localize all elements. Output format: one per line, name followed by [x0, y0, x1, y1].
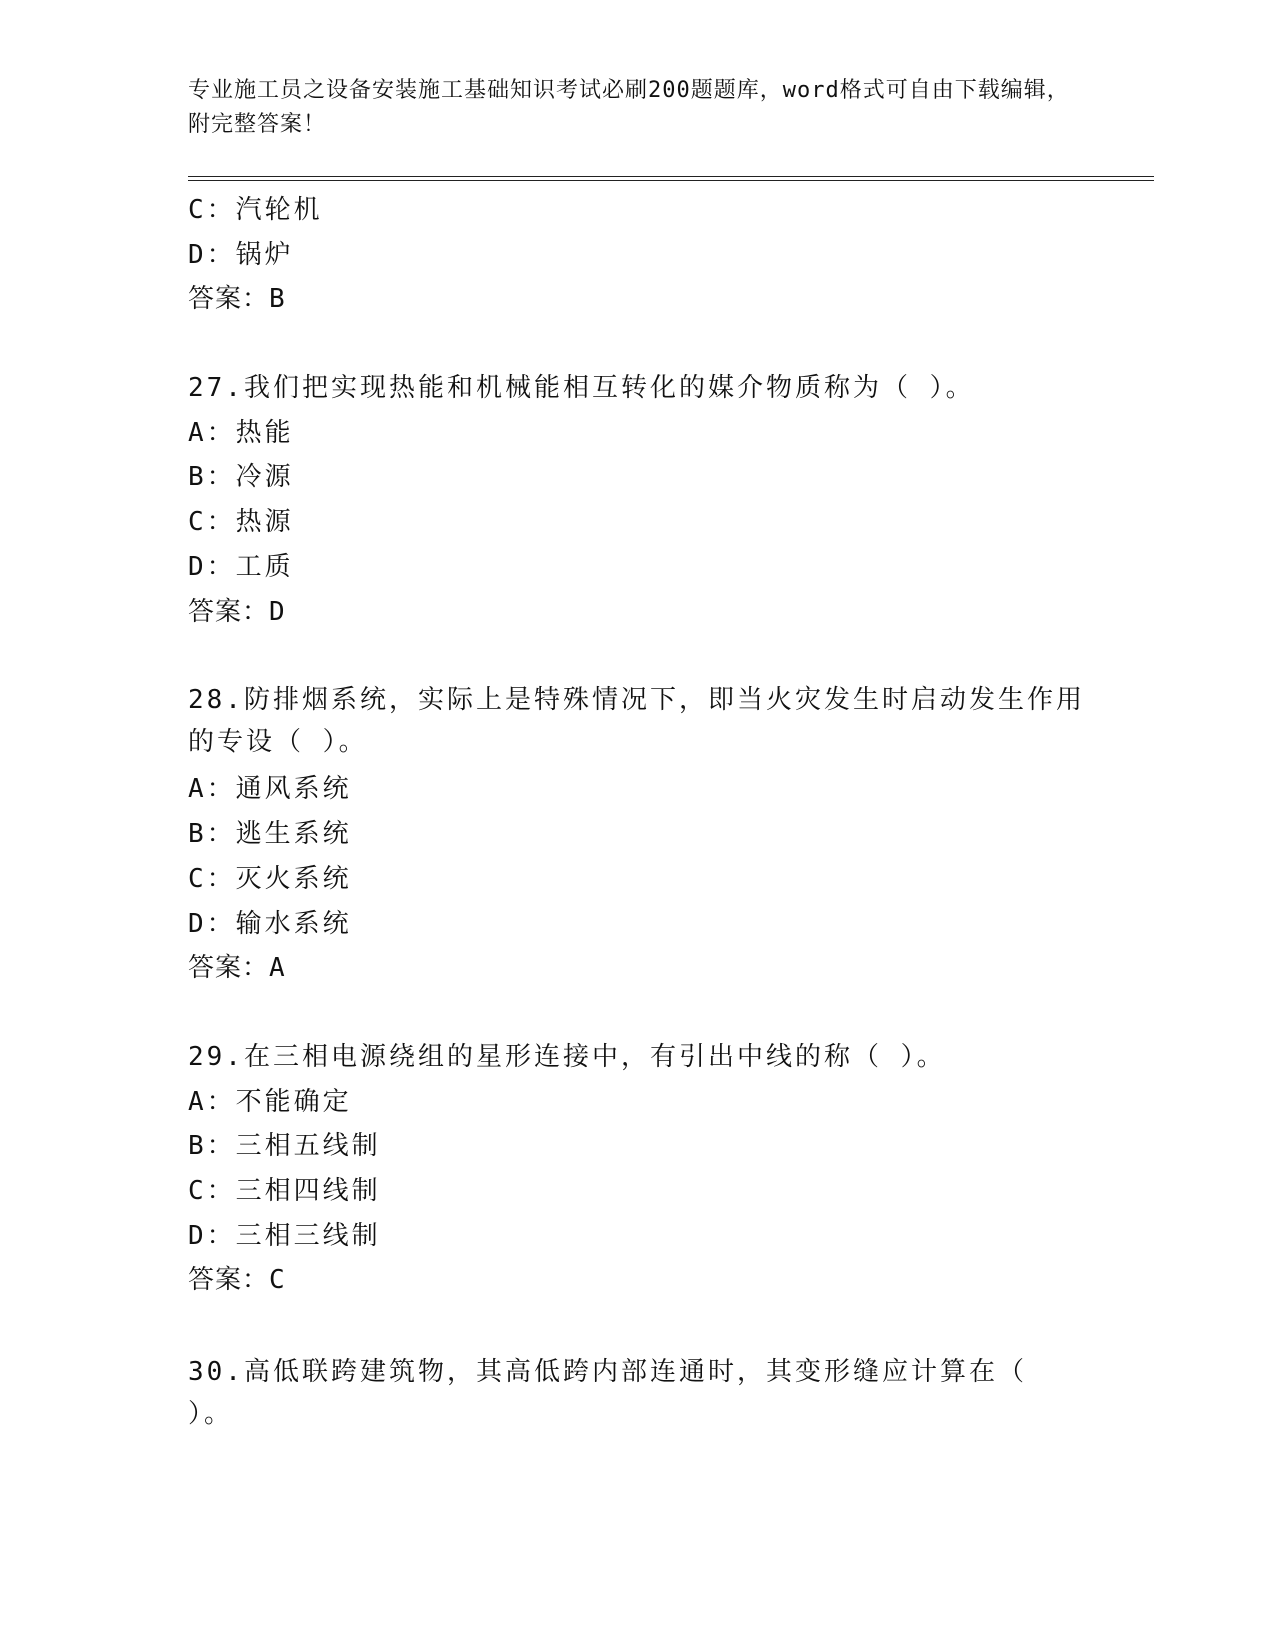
option-line	[188, 238, 294, 272]
option-label: C：	[188, 507, 236, 537]
option-text: 三相五线制	[235, 1131, 381, 1161]
answer-line: 答案：C	[188, 1265, 286, 1295]
option-line	[188, 1219, 381, 1253]
option-text: 锅炉	[235, 240, 294, 270]
option-text: 通风系统	[235, 774, 352, 804]
answer-line: 答案：A	[188, 953, 286, 983]
answer-line: 答案：D	[188, 597, 286, 627]
option-text: 逃生系统	[235, 819, 352, 849]
option-label: A：	[188, 1087, 236, 1117]
option-line	[188, 817, 352, 851]
question-stem: 29.在三相电源绕组的星形连接中，有引出中线的称（ ）。	[188, 1042, 946, 1072]
document-header: 专业施工员之设备安装施工基础知识考试必刷200题题库，word格式可自由下载编辑，附完整答案！	[188, 78, 1070, 137]
option-label: C：	[188, 1176, 236, 1206]
option-line	[188, 1129, 381, 1163]
option-text: 热源	[235, 507, 294, 537]
answer-line: 答案：B	[188, 284, 286, 314]
option-label: B：	[188, 1131, 236, 1161]
question-stem: 27.我们把实现热能和机械能相互转化的媒介物质称为（ ）。	[188, 373, 975, 403]
option-line	[188, 505, 294, 539]
option-text: 工质	[235, 552, 294, 582]
option-line	[188, 1085, 352, 1119]
option-line	[188, 193, 323, 227]
option-line	[188, 550, 294, 584]
option-line	[188, 907, 352, 941]
option-text: 输水系统	[235, 909, 352, 939]
option-text: 汽轮机	[235, 195, 323, 225]
option-label: A：	[188, 418, 236, 448]
option-line	[188, 1174, 381, 1208]
option-text: 灭火系统	[235, 864, 352, 894]
option-label: C：	[188, 864, 236, 894]
option-line	[188, 416, 294, 450]
option-text: 不能确定	[235, 1087, 352, 1117]
option-text: 冷源	[235, 462, 294, 492]
question-stem: 30.高低联跨建筑物，其高低跨内部连通时，其变形缝应计算在（ ）。	[188, 1357, 1027, 1429]
option-text: 三相三线制	[235, 1221, 381, 1251]
option-label: A：	[188, 774, 236, 804]
header-rule-bottom	[188, 180, 1154, 181]
option-label: D：	[188, 1221, 236, 1251]
option-label: B：	[188, 819, 236, 849]
option-label: D：	[188, 240, 236, 270]
option-text: 热能	[235, 418, 294, 448]
option-label: C：	[188, 195, 236, 225]
option-label: D：	[188, 909, 236, 939]
question-stem: 28.防排烟系统，实际上是特殊情况下，即当火灾发生时启动发生作用的专设（ ）。	[188, 685, 1085, 757]
option-label: B：	[188, 462, 236, 492]
option-line	[188, 460, 294, 494]
option-label: D：	[188, 552, 236, 582]
option-line	[188, 772, 352, 806]
option-text: 三相四线制	[235, 1176, 381, 1206]
option-line	[188, 862, 352, 896]
header-rule-top	[188, 176, 1154, 177]
